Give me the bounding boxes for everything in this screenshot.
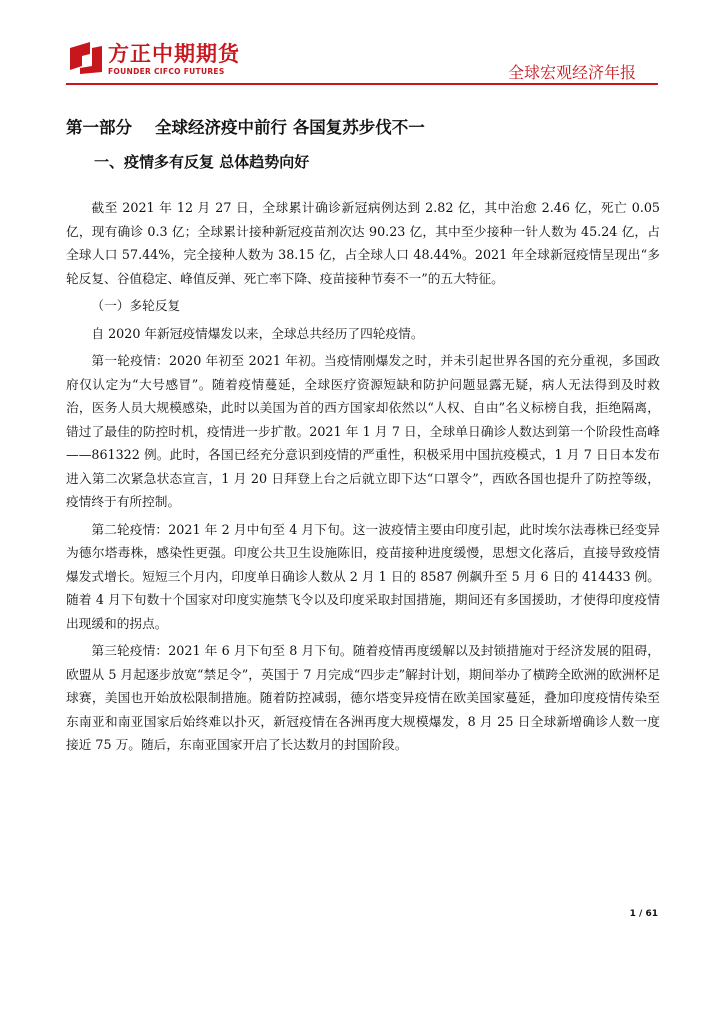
company-name-cn: 方正中期期货 [108, 42, 240, 66]
section-title: 一、疫情多有反复 总体趋势向好 [94, 153, 310, 171]
body-text [66, 196, 660, 757]
part-title: 第一部分 全球经济疫中前行 各国复苏步伐不一 [66, 118, 425, 137]
header-divider [66, 83, 658, 85]
subsection-heading: （一）多轮反复 [91, 298, 181, 313]
paragraph-wave-2: 第二轮疫情：2021 年 2 月中旬至 4 月下旬。这一波疫情主要由印度引起，此时埃尔法毒株已经变异为德尔塔毒株，感染性更强。印度公共卫生设施陈旧，疫苗接种进度缓慢，思想文化落后，直接导致疫情爆发式增长。短短三个月内，印度单日确诊人数从 2 月 1 日的 8587 例飙升至 5 月 6 日的 414433 例。随着 4 月下旬数十个国家对印度实施禁飞令以及印度采取封国措施，期间还有多国援助，才使得印度疫情出现缓和的拐点。 [66, 521, 660, 631]
paragraph-summary: 截至 2021 年 12 月 27 日，全球累计确诊新冠病例达到 2.82 亿，其中治愈 2.46 亿，死亡 0.05 亿，现有确诊 0.3 亿；全球累计接种新冠疫苗剂次达 90.23 亿，其中至少接种一针人数为 45.24 亿，占全球人口 57.44%，完全接种人数为 38.15 亿，占全球人口 48.44%。2021 年全球新冠疫情呈现出“多轮反复、谷值稳定、峰值反弹、死亡率下降、疫苗接种节奏不一”的五大特征。 [66, 200, 660, 286]
page-number: 1 / 61 [629, 909, 658, 919]
company-logo-icon [68, 40, 104, 76]
paragraph-intro: 自 2020 年新冠疫情爆发以来，全球总共经历了四轮疫情。 [91, 325, 424, 341]
company-logo [68, 40, 268, 80]
paragraph-wave-1: 第一轮疫情：2020 年初至 2021 年初。当疫情刚爆发之时，并未引起世界各国的充分重视，多国政府仅认定为“大号感冒”。随着疫情蔓延，全球医疗资源短缺和防护问题显露无疑，病人无法得到及时救治，医务人员大规模感染，此时以美国为首的西方国家却依然以“人权、自由”名义标榜自我，拒绝隔离，错过了最佳的防控时机，疫情进一步扩散。2021 年 1 月 7 日，全球单日确诊人数达到第一个阶段性高峰——861322 例。此时，各国已经充分意识到疫情的严重性，积极采用中国抗疫模式，1 月 7 日日本发布进入第二次紧急状态宣言，1 月 20 日拜登上台之后就立即下达“口罩令”，西欧各国也提升了防控等级，疫情终于有所控制。 [66, 353, 660, 509]
report-title: 全球宏观经济年报 [507, 63, 636, 82]
paragraph-wave-3: 第三轮疫情：2021 年 6 月下旬至 8 月下旬。随着疫情再度缓解以及封锁措施对于经济发展的阻碍，欧盟从 5 月起逐步放宽“禁足令”，英国于 7 月完成“四步走”解封计划，期间举办了横跨全欧洲的欧洲杯足球赛，美国也开始放松限制措施。随着防控减弱，德尔塔变异疫情在欧美国家蔓延，叠加印度疫情传染至东南亚和南亚国家后始终难以扑灭，新冠疫情在各洲再度大规模爆发，8 月 25 日全球新增确诊人数一度接近 75 万。随后，东南亚国家开启了长达数月的封国阶段。 [66, 643, 660, 752]
company-name-en: FOUNDER CIFCO FUTURES [108, 67, 225, 76]
